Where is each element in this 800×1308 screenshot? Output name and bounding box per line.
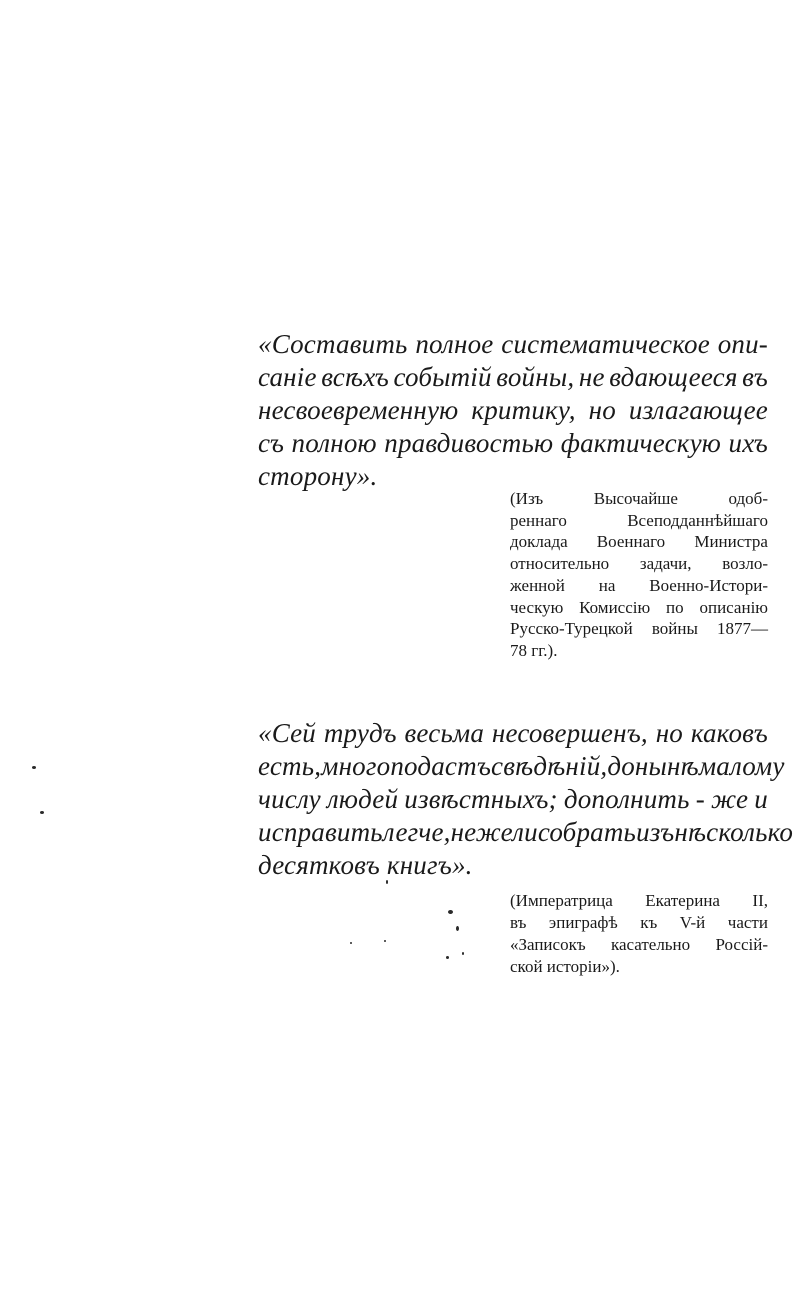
source-line <box>510 934 768 955</box>
source-line <box>510 531 768 552</box>
source-line <box>510 510 768 531</box>
word: весьма <box>404 718 485 748</box>
source-line <box>510 488 768 509</box>
word: Екатерина <box>645 891 720 910</box>
word: относительно <box>510 554 610 574</box>
word: съ <box>258 428 285 458</box>
quote-line <box>258 361 768 393</box>
source-line <box>510 956 620 977</box>
word: женной <box>510 575 565 595</box>
word: нынѣ <box>634 751 699 781</box>
word: людей <box>326 784 399 814</box>
word: на <box>598 575 616 595</box>
word: санiе <box>258 362 317 392</box>
word: II, <box>752 891 768 910</box>
word: касательно <box>610 935 691 954</box>
word: всѣхъ <box>321 362 389 392</box>
word: къ <box>640 913 658 932</box>
word: фактическую <box>560 428 722 458</box>
word: части <box>727 913 768 932</box>
word: ихъ <box>728 428 768 458</box>
word: Высочайше <box>593 489 678 508</box>
word: «Записокъ <box>510 935 586 954</box>
word: числу <box>258 784 321 814</box>
word: по <box>666 597 684 617</box>
word: свѣдѣнiй, <box>491 751 608 781</box>
word: 1877— <box>717 619 768 639</box>
word: несовершенъ, <box>491 718 648 748</box>
word: вдающееся <box>609 362 738 392</box>
word: одоб- <box>728 489 768 508</box>
word: же <box>711 784 749 814</box>
source-line <box>510 912 768 933</box>
word: до <box>607 751 635 781</box>
quote-line <box>258 460 377 492</box>
word: въ <box>742 362 768 392</box>
quote-line <box>258 394 768 426</box>
word: Министра <box>694 532 768 552</box>
word: реннаго <box>510 510 567 530</box>
source-line <box>510 553 768 574</box>
word: возло- <box>722 554 768 574</box>
word: событiй <box>393 362 492 392</box>
word: десятковъ книгъ». <box>258 850 473 880</box>
word: дополнить <box>563 784 690 814</box>
word: Русско-Турецкой <box>510 619 633 639</box>
word: (Изъ <box>510 489 544 508</box>
word: 78 гг.). <box>510 640 558 660</box>
word: задачи, <box>639 554 692 574</box>
quote-line <box>258 427 768 459</box>
word: несвоевременную <box>258 395 459 425</box>
scan-speck <box>446 956 449 959</box>
word: малому <box>698 751 785 781</box>
source-line <box>510 575 768 596</box>
word: но <box>588 395 616 425</box>
word: исправить <box>258 817 383 847</box>
word: сторону». <box>258 461 378 491</box>
scan-speck <box>350 942 352 944</box>
word: собрать <box>537 817 637 847</box>
word: «Составить <box>258 329 408 359</box>
quote-line <box>258 816 794 848</box>
word: правдивостью <box>384 428 554 458</box>
word: подастъ <box>390 751 492 781</box>
word: эпиграфѣ <box>548 913 618 932</box>
word: Военнаго <box>596 532 666 552</box>
source-line <box>510 597 768 618</box>
word: и <box>754 784 768 814</box>
scan-speck <box>462 952 464 955</box>
word: не <box>578 362 605 392</box>
word: излагающее <box>628 395 768 425</box>
quote-line <box>258 717 768 749</box>
word: Комиссiю <box>579 597 651 617</box>
word: опи- <box>717 329 768 359</box>
word: V-й <box>679 913 706 932</box>
source-line <box>510 640 557 661</box>
word: ской исторiи»). <box>510 957 620 976</box>
word: войны, <box>496 362 575 392</box>
scan-speck <box>448 910 453 914</box>
word: ческую <box>510 597 564 617</box>
word: войны <box>651 619 698 639</box>
word: Всеподданнѣйшаго <box>627 510 768 530</box>
source-line <box>510 890 768 911</box>
word: доклада <box>510 532 568 552</box>
word: «Сей <box>258 718 316 748</box>
scan-speck <box>384 940 386 942</box>
scan-speck <box>456 926 459 931</box>
source-line <box>510 618 768 639</box>
word: Военно-Истори- <box>649 575 768 595</box>
word: много <box>321 751 391 781</box>
word: описанiю <box>699 597 768 617</box>
word: трудъ <box>323 718 397 748</box>
word: полное <box>415 329 494 359</box>
word: изъ <box>636 817 675 847</box>
word: нѣсколько <box>674 817 794 847</box>
quote-line <box>258 750 785 782</box>
word: извѣстныхъ; <box>404 784 558 814</box>
quote-line <box>258 783 768 815</box>
word: - <box>695 784 705 814</box>
quote-line <box>258 849 473 881</box>
scan-speck <box>32 766 36 769</box>
word: но <box>655 718 683 748</box>
word: критику, <box>471 395 576 425</box>
word: нежели <box>450 817 538 847</box>
word: систематическое <box>501 329 710 359</box>
word: въ <box>510 913 527 932</box>
scan-speck <box>40 811 44 814</box>
scan-speck <box>386 880 388 884</box>
word: каковъ <box>690 718 768 748</box>
word: Россiй- <box>715 935 768 954</box>
word: полною <box>291 428 377 458</box>
word: есть, <box>258 751 322 781</box>
word: легче, <box>382 817 451 847</box>
quote-line <box>258 328 768 360</box>
word: (Императрица <box>510 891 613 910</box>
